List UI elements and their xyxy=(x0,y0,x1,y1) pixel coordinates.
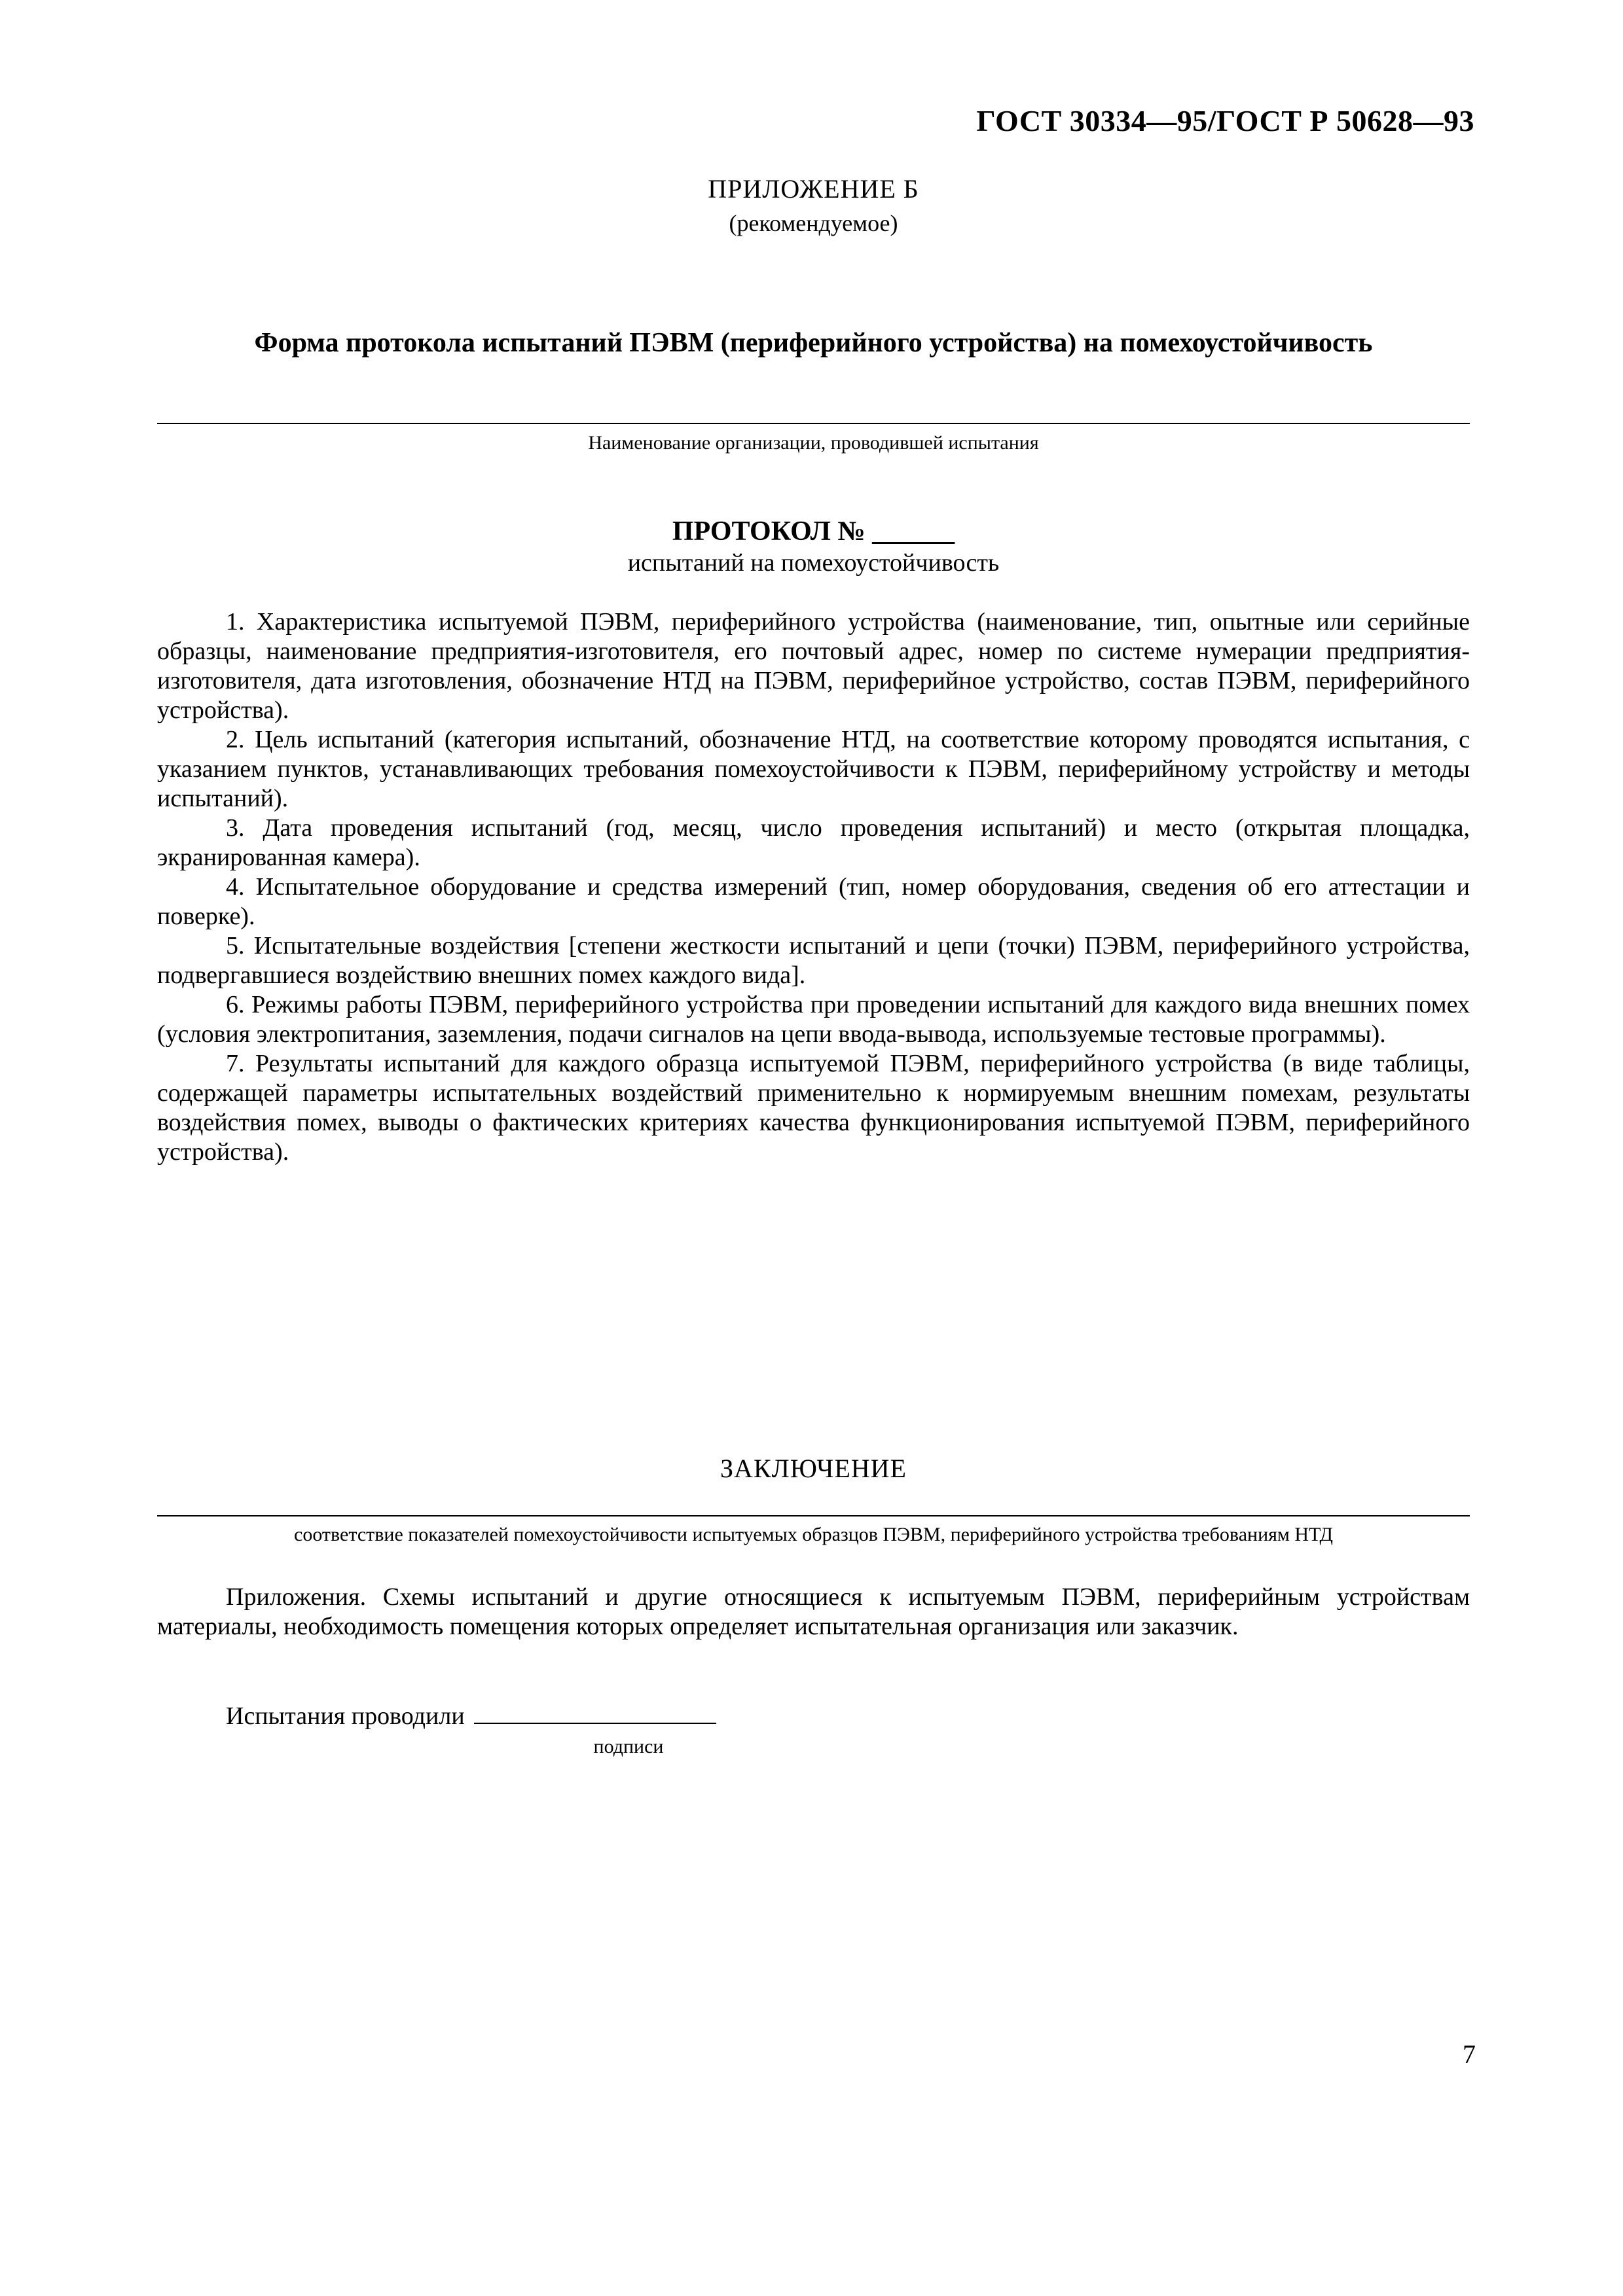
form-title: Форма протокола испытаний ПЭВМ (периферийного устройства) на помехоустойчивость xyxy=(254,328,1373,358)
protocol-item: 3. Дата проведения испытаний (год, месяц, число проведения испытаний) и место (открытая площадка, экранированная камера). xyxy=(157,814,1470,871)
signature-caption: подписи xyxy=(593,1736,664,1757)
appendix-subtitle: (рекомендуемое) xyxy=(729,210,898,236)
protocol-item: 4. Испытательное оборудование и средства измерений (тип, номер оборудования, сведения об его аттестации и поверке). xyxy=(157,873,1470,930)
conclusion-blank-line xyxy=(157,1515,1470,1516)
appendix-title: ПРИЛОЖЕНИЕ Б xyxy=(708,174,919,204)
conclusion-caption: соответствие показателей помехоустойчивости испытуемых образцов ПЭВМ, периферийного устройства требованиям НТД xyxy=(294,1524,1333,1545)
page-number: 7 xyxy=(1463,2039,1476,2069)
protocol-subtitle: испытаний на помехоустойчивость xyxy=(627,549,1000,577)
signature-row xyxy=(226,1702,716,1731)
protocol-item: 7. Результаты испытаний для каждого образца испытуемой ПЭВМ, периферийного устройства (в виде таблицы, содержащей параметры испытательных воздействий применительно к нормируемым внешним помехам, результаты воздействия помех, выводы о фактических критериях качества функционирования испытуемой ПЭВМ, периферийного устройства). xyxy=(157,1050,1470,1166)
protocol-title: ПРОТОКОЛ № ______ xyxy=(672,516,955,547)
signature-blank-line xyxy=(474,1703,716,1724)
standard-code: ГОСТ 30334—95/ГОСТ Р 50628—93 xyxy=(976,104,1474,137)
protocol-item: 5. Испытательные воздействия [степени жесткости испытаний и цепи (точки) ПЭВМ, периферийного устройства, подвергавшиеся воздействию внешних помех каждого вида]. xyxy=(157,932,1470,989)
organization-blank-line xyxy=(157,423,1470,424)
protocol-item: 6. Режимы работы ПЭВМ, периферийного устройства при проведении испытаний для каждого вида внешних помех (условия электропитания, заземления, подачи сигналов на цепи ввода-вывода, используемые тестовые программы). xyxy=(157,991,1470,1048)
conclusion-title: ЗАКЛЮЧЕНИЕ xyxy=(720,1454,907,1483)
protocol-item: 1. Характеристика испытуемой ПЭВМ, периферийного устройства (наименование, тип, опытные или серийные образцы, наименование предприятия-изготовителя, его почтовый адрес, номер по системе нумерации предприятия-изготовителя, дата изготовления, обозначение НТД на ПЭВМ, периферийное устройство, состав ПЭВМ, периферийного устройства). xyxy=(157,608,1470,724)
appendices-paragraph: Приложения. Схемы испытаний и другие относящиеся к испытуемым ПЭВМ, периферийным устройствам материалы, необходимость помещения которых определяет испытательная организация или заказчик. xyxy=(157,1583,1470,1640)
organization-caption: Наименование организации, проводившей испытания xyxy=(588,432,1039,454)
protocol-item: 2. Цель испытаний (категория испытаний, обозначение НТД, на соответствие которому проводятся испытания, с указанием пунктов, устанавливающих требования помехоустойчивости к ПЭВМ, периферийному устройству и методы испытаний). xyxy=(157,726,1470,812)
signature-label: Испытания проводили xyxy=(226,1702,465,1730)
protocol-items-list xyxy=(157,607,1470,1167)
